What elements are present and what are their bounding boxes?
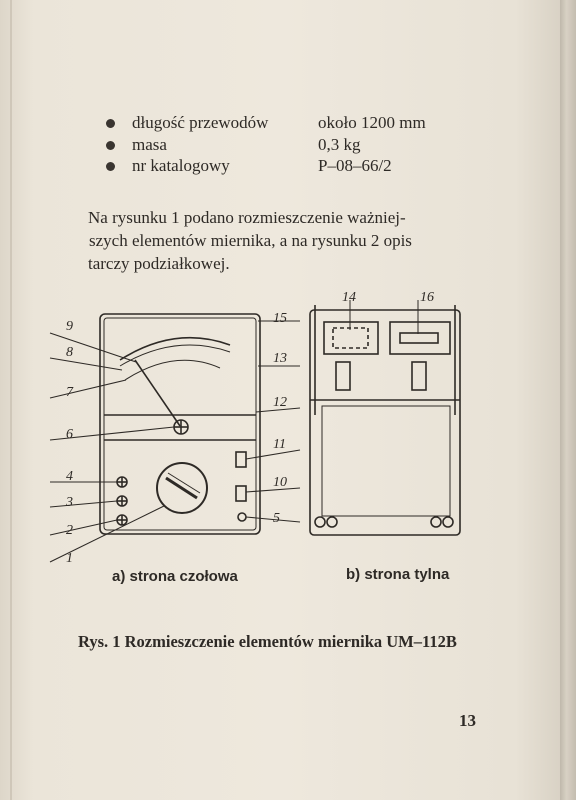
label-4: 4 [66, 469, 73, 484]
scale-arc [120, 338, 230, 360]
caption-front: a) strona czołowa [112, 568, 238, 585]
spec-name: długość przewodów [132, 113, 269, 132]
body-paragraph [88, 206, 488, 275]
spec-value: około 1200 mm [318, 113, 426, 132]
meter-diagram [40, 290, 520, 600]
spec-row [106, 155, 466, 177]
paragraph-line: szych elementów miernika, a na rysunku 2 opis [89, 231, 412, 250]
caption-back: b) strona tylna [346, 566, 450, 583]
label-6: 6 [66, 427, 73, 442]
bullet-icon [106, 119, 115, 128]
socket-icon [238, 513, 246, 521]
page-stack-edge [560, 0, 576, 800]
label-11: 11 [273, 437, 286, 452]
spec-list [106, 112, 466, 177]
label-16: 16 [420, 290, 434, 305]
label-12: 12 [273, 395, 287, 410]
fuse-holder [400, 333, 438, 343]
spec-row [106, 112, 466, 134]
spec-value: 0,3 kg [318, 134, 361, 154]
label-9: 9 [66, 319, 73, 334]
figure-caption: Rys. 1 Rozmieszczenie elementów miernika UM–112B [78, 632, 457, 651]
label-8: 8 [66, 345, 73, 360]
label-3: 3 [66, 495, 73, 510]
label-13: 13 [273, 351, 287, 366]
label-5: 5 [273, 511, 280, 526]
spec-name: masa [132, 134, 167, 154]
spec-name: nr katalogowy [132, 156, 230, 175]
label-7: 7 [66, 385, 73, 400]
label-14: 14 [342, 290, 356, 305]
paragraph-line: Na rysunku 1 podano rozmieszczenie ważniej- [88, 208, 406, 227]
battery-compartment [333, 328, 368, 348]
spec-value: P–08–66/2 [318, 156, 392, 175]
spec-row [106, 134, 466, 156]
label-10: 10 [273, 475, 287, 490]
label-1: 1 [66, 551, 73, 566]
page-number: 13 [459, 711, 476, 730]
paragraph-line: tarczy podziałkowej. [88, 254, 230, 273]
bullet-icon [106, 162, 115, 171]
label-2: 2 [66, 523, 73, 538]
label-15: 15 [273, 311, 287, 326]
bullet-icon [106, 141, 115, 150]
page-gutter [10, 0, 12, 800]
meter-needle [135, 360, 180, 426]
